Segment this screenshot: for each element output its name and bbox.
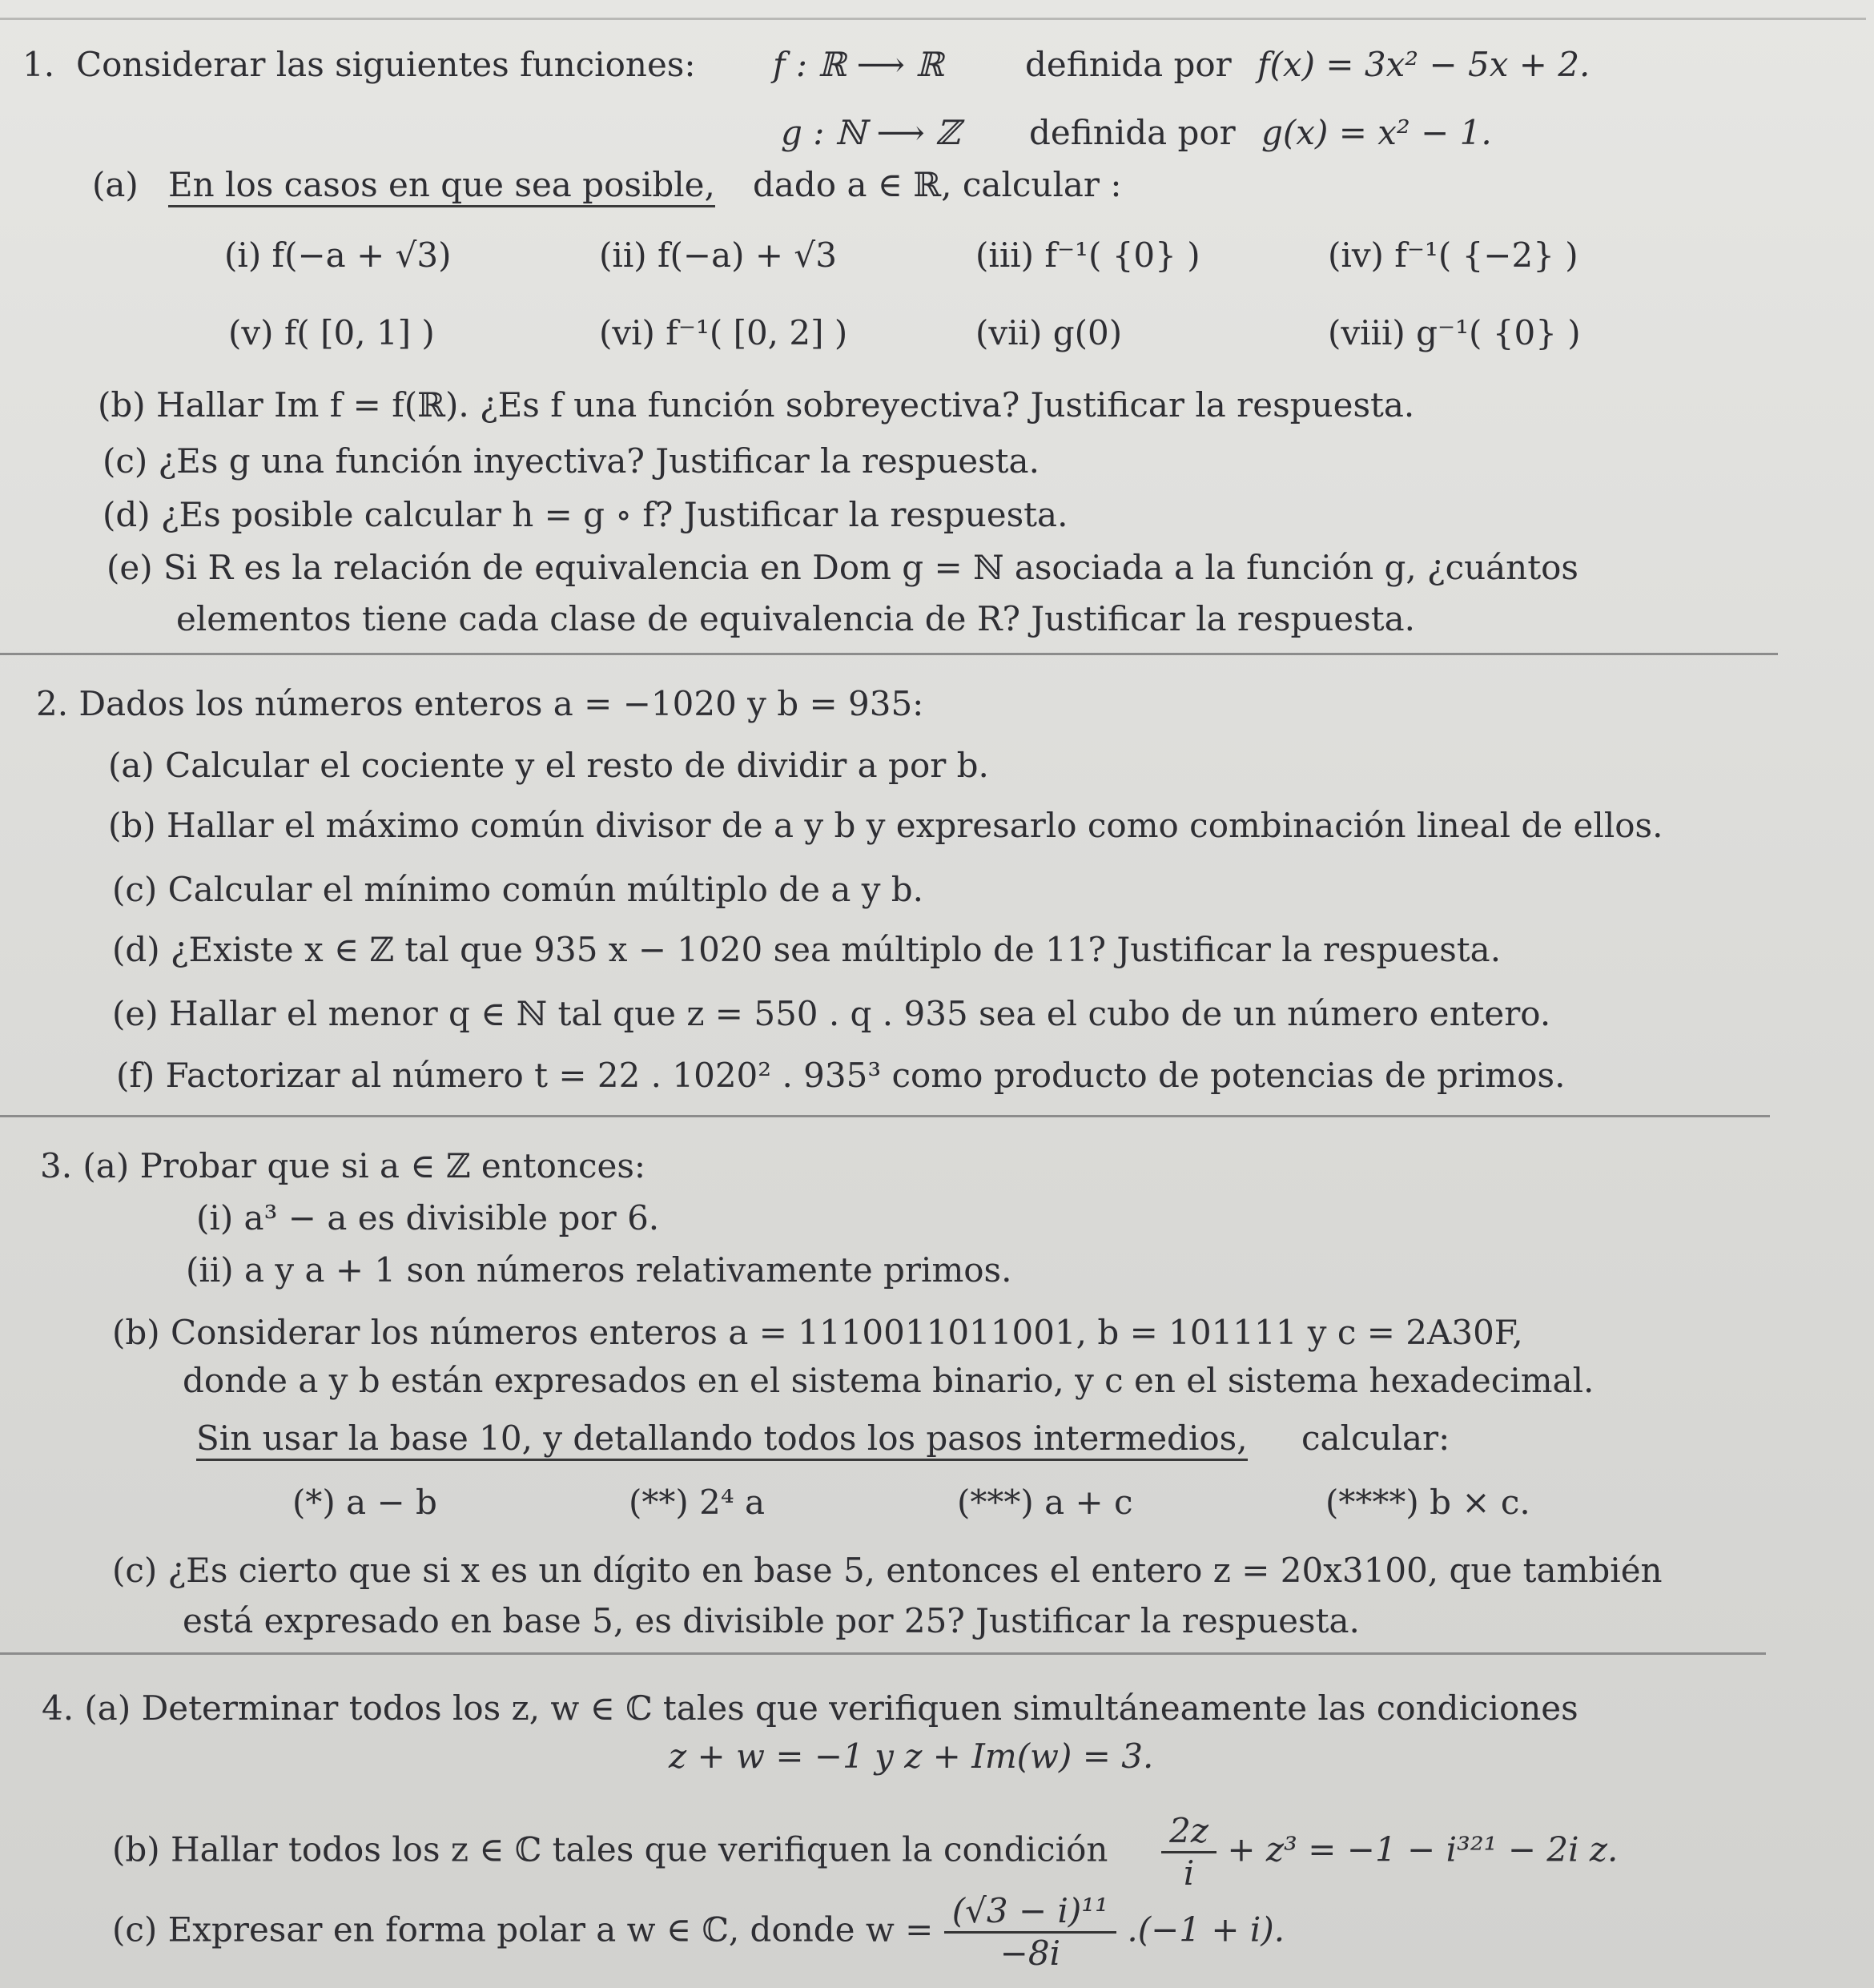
part-4b-denominator: i	[1183, 1853, 1195, 1893]
part-4c-text: (c) Expresar en forma polar a w ∈ ℂ, donde w =	[112, 1910, 934, 1950]
part-1c: (c) ¿Es g una función inyectiva? Justificar la respuesta.	[103, 441, 1040, 481]
part-4c-rest: .(−1 + i).	[1127, 1910, 1285, 1950]
item-1a-vi: (vi) f⁻¹( [0, 2] )	[599, 313, 848, 352]
part-3c-line1: (c) ¿Es cierto que si x es un dígito en base 5, entonces el entero z = 20x3100, que también	[112, 1551, 1663, 1590]
part-1a-label: (a)	[92, 165, 139, 204]
part-2b: (b) Hallar el máximo común divisor de a y b y expresarlo como combinación lineal de ellos.	[108, 806, 1663, 845]
part-3a-ii: (ii) a y a + 1 son números relativamente primos.	[186, 1250, 1012, 1290]
part-1b: (b) Hallar Im f = f(ℝ). ¿Es f una función sobreyectiva? Justificar la respuesta.	[98, 385, 1415, 425]
problem-4-intro: 4. (a) Determinar todos los z, w ∈ ℂ tales que verifiquen simultáneamente las condiciones	[42, 1688, 1578, 1728]
problem-1-intro: Considerar las siguientes funciones:	[76, 45, 696, 84]
item-1a-iii: (iii) f⁻¹( {0} )	[975, 235, 1200, 275]
part-1a-underlined: En los casos en que sea posible,	[168, 168, 715, 207]
separator-3	[0, 1652, 1766, 1655]
f-signature: f : ℝ ⟶ ℝ	[773, 45, 944, 84]
problem-2-intro: 2. Dados los números enteros a = −1020 y b = 935:	[36, 684, 924, 723]
op-3b-3: (***) a + c	[957, 1483, 1133, 1522]
item-1a-v: (v) f( [0, 1] )	[228, 313, 435, 352]
separator-2	[0, 1115, 1770, 1117]
part-3c-line2: está expresado en base 5, es divisible por 25? Justificar la respuesta.	[183, 1601, 1360, 1640]
item-1a-ii: (ii) f(−a) + √3	[599, 235, 837, 275]
part-3a-i: (i) a³ − a es divisible por 6.	[196, 1198, 660, 1237]
part-2f: (f) Factorizar al número t = 22 . 1020² . 935³ como producto de potencias de primos.	[116, 1056, 1566, 1095]
g-signature: g : ℕ ⟶ ℤ	[781, 113, 960, 152]
part-1a-rest: dado a ∈ ℝ, calcular :	[753, 165, 1122, 204]
op-3b-4: (****) b × c.	[1325, 1483, 1530, 1522]
op-3b-2: (**) 2⁴ a	[629, 1483, 766, 1522]
f-definida-por: definida por	[1025, 45, 1232, 84]
part-1e-line2: elementos tiene cada clase de equivalencia de R? Justificar la respuesta.	[176, 599, 1415, 638]
part-4b-text: (b) Hallar todos los z ∈ ℂ tales que verifiquen la condición	[112, 1829, 1108, 1869]
f-definition: f(x) = 3x² − 5x + 2.	[1257, 45, 1590, 84]
g-definida-por: definida por	[1029, 113, 1236, 152]
op-3b-1: (*) a − b	[292, 1483, 437, 1522]
part-4c-fraction	[944, 1891, 1116, 1973]
item-1a-i: (i) f(−a + √3)	[224, 235, 452, 275]
part-4c	[112, 1891, 1285, 1973]
part-4a-conditions: z + w = −1 y z + Im(w) = 3.	[669, 1736, 1154, 1776]
part-4b-numerator: 2z	[1161, 1814, 1216, 1853]
part-4b-rest: + z³ = −1 − i³²¹ − 2i z.	[1227, 1829, 1619, 1869]
part-4b-fraction	[1161, 1811, 1216, 1893]
part-1e-line1: (e) Si R es la relación de equivalencia en Dom g = ℕ asociada a la función g, ¿cuántos	[107, 548, 1578, 587]
part-3b-calcular: calcular:	[1301, 1419, 1450, 1458]
item-1a-iv: (iv) f⁻¹( {−2} )	[1328, 235, 1578, 275]
item-1a-vii: (vii) g(0)	[975, 313, 1123, 352]
part-3b-underlined: Sin usar la base 10, y detallando todos los pasos intermedios,	[196, 1422, 1248, 1461]
problem-3-intro: 3. (a) Probar que si a ∈ ℤ entonces:	[40, 1146, 646, 1185]
top-rule	[0, 18, 1866, 20]
part-1d: (d) ¿Es posible calcular h = g ∘ f? Justificar la respuesta.	[103, 495, 1068, 534]
part-3b-line2: donde a y b están expresados en el sistema binario, y c en el sistema hexadecimal.	[183, 1361, 1595, 1400]
separator-1	[0, 653, 1778, 655]
g-definition: g(x) = x² − 1.	[1261, 113, 1492, 152]
part-2c: (c) Calcular el mínimo común múltiplo de a y b.	[112, 870, 924, 909]
part-4b	[112, 1811, 1619, 1893]
problem-1-number: 1.	[22, 45, 55, 84]
part-2a: (a) Calcular el cociente y el resto de dividir a por b.	[108, 746, 989, 785]
part-2e: (e) Hallar el menor q ∈ ℕ tal que z = 550 . q . 935 sea el cubo de un número entero.	[112, 994, 1551, 1033]
item-1a-viii: (viii) g⁻¹( {0} )	[1328, 313, 1581, 352]
part-2d: (d) ¿Existe x ∈ ℤ tal que 935 x − 1020 sea múltiplo de 11? Justificar la respuesta.	[112, 930, 1502, 969]
part-4c-numerator: (√3 − i)¹¹	[944, 1894, 1116, 1934]
part-3b-line1: (b) Considerar los números enteros a = 1110011011001, b = 101111 y c = 2A30F,	[112, 1313, 1523, 1352]
part-4c-denominator: −8i	[999, 1934, 1061, 1973]
